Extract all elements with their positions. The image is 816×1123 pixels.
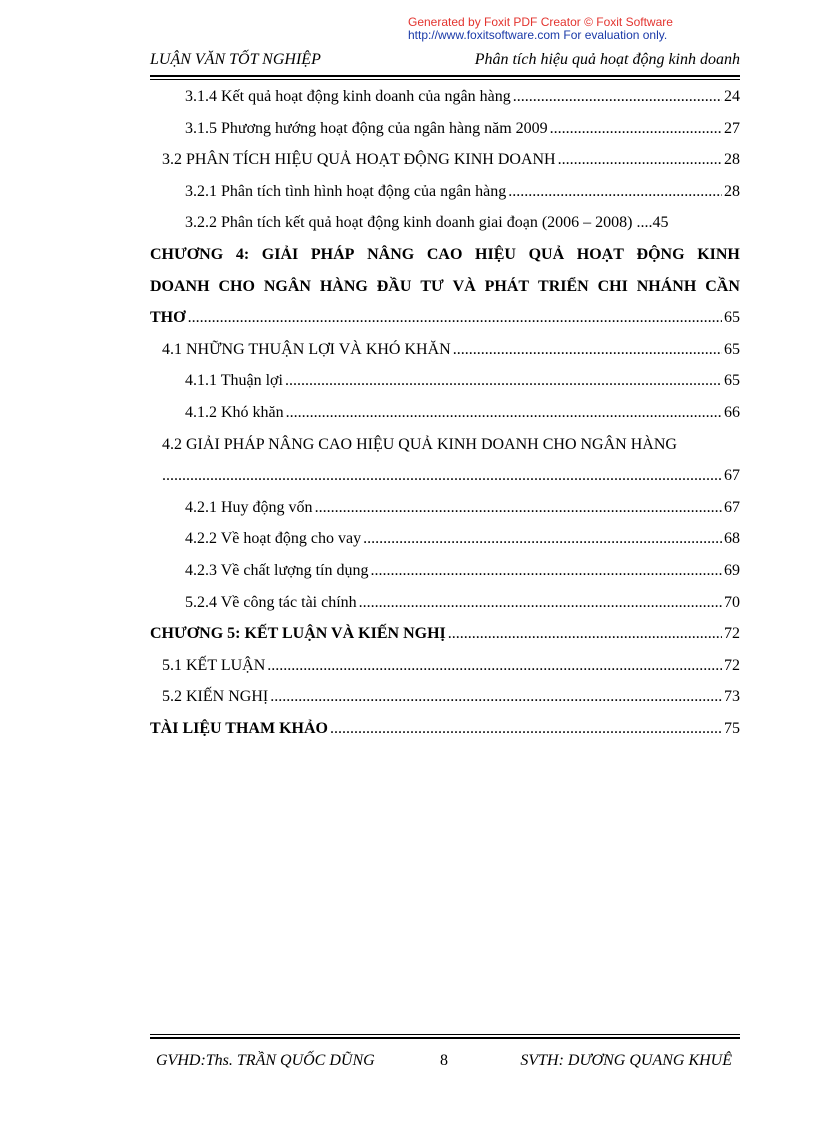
word: ĐỘNG — [636, 245, 685, 263]
toc-page: 28 — [724, 151, 740, 169]
chapter-4-line-2 — [150, 278, 740, 310]
word: KINH — [697, 245, 740, 263]
word: GIẢI — [261, 245, 299, 263]
word: CHƯƠNG — [150, 245, 224, 263]
toc-page: 68 — [724, 530, 740, 548]
toc-entry-3-1-5[interactable] — [150, 120, 740, 152]
watermark-line-2: http://www.foxitsoftware.com For evaluation only. — [408, 28, 668, 42]
toc-entry-chapter-5[interactable] — [150, 625, 740, 657]
toc-entry-3-1-4[interactable] — [150, 88, 740, 120]
toc-page: 69 — [724, 561, 740, 579]
toc-leader — [315, 499, 722, 517]
toc-label: THƠ — [150, 309, 186, 327]
toc-label: 4.2 GIẢI PHÁP NÂNG CAO HIỆU QUẢ KINH DOANH CHO NGÂN HÀNG — [162, 435, 677, 453]
word: DOANH — [150, 277, 210, 295]
word: HÀNG — [319, 277, 368, 295]
toc-entry-4-2-2[interactable] — [150, 530, 740, 562]
toc-leader — [508, 183, 722, 201]
toc-label: 5.2 KIẾN NGHỊ — [162, 688, 269, 706]
toc-leader — [188, 309, 722, 327]
word: CẦN — [705, 277, 740, 295]
toc-leader — [558, 151, 722, 169]
toc-entry-3-2[interactable] — [150, 151, 740, 183]
toc-label: 4.1.2 Khó khăn — [185, 403, 284, 421]
footer-advisor: GVHD:Ths. TRẦN QUỐC DŨNG — [156, 1052, 375, 1069]
page-number: 8 — [440, 1052, 448, 1069]
toc-page: 70 — [724, 593, 740, 611]
toc-label: 5.2.4 Về công tác tài chính — [185, 593, 357, 611]
toc-label: 5.1 KẾT LUẬN — [162, 656, 266, 674]
toc-entry-chapter-4[interactable] — [150, 246, 740, 341]
toc-leader — [270, 688, 722, 706]
word: QUẢ — [528, 245, 565, 263]
word: NGÂN — [263, 277, 311, 295]
word: NHÁNH — [636, 277, 697, 295]
footer-rule — [150, 1034, 740, 1039]
toc-leader — [162, 467, 722, 485]
table-of-contents — [150, 88, 740, 751]
toc-leader — [550, 120, 722, 138]
toc-label: 4.2.2 Về hoạt động cho vay — [185, 530, 362, 548]
toc-leader — [330, 720, 722, 738]
chapter-4-line-1 — [150, 246, 740, 278]
toc-leader — [286, 404, 722, 422]
toc-page: 66 — [724, 403, 740, 421]
foxit-watermark — [408, 16, 708, 42]
toc-label: TÀI LIỆU THAM KHẢO — [150, 719, 328, 737]
toc-entry-3-2-2[interactable] — [150, 214, 740, 246]
word: HIỆU — [475, 245, 516, 263]
toc-label: 4.1 NHỮNG THUẬN LỢI VÀ KHÓ KHĂN — [162, 340, 451, 358]
word: CHI — [597, 277, 628, 295]
toc-label: 3.1.5 Phương hướng hoạt động của ngân hàng năm 2009 — [185, 119, 548, 137]
toc-label: CHƯƠNG 5: KẾT LUẬN VÀ KIẾN NGHỊ — [150, 625, 446, 643]
toc-entry-4-1-1[interactable] — [150, 372, 740, 404]
toc-leader — [285, 372, 722, 390]
word: CHO — [218, 277, 255, 295]
toc-entry-5-2-4[interactable] — [150, 594, 740, 626]
header-rule — [150, 75, 740, 80]
word: NÂNG — [367, 245, 415, 263]
toc-leader — [359, 594, 722, 612]
toc-leader — [513, 88, 722, 106]
toc-label: 3.1.4 Kết quả hoạt động kinh doanh của ngân hàng — [185, 88, 511, 105]
toc-page: 67 — [724, 467, 740, 485]
toc-label: 3.2.1 Phân tích tình hình hoạt động của ngân hàng — [185, 182, 507, 200]
toc-page: 75 — [724, 719, 740, 737]
toc-entry-4-2-1[interactable] — [150, 499, 740, 531]
toc-page: 67 — [724, 498, 740, 516]
toc-page: 65 — [724, 372, 740, 390]
toc-page: 24 — [724, 88, 740, 105]
toc-entry-4-2-continued — [150, 467, 740, 499]
toc-leader — [448, 625, 722, 643]
word: PHÁP — [310, 245, 355, 263]
word: HOẠT — [576, 245, 624, 263]
toc-label: 4.2.1 Huy động vốn — [185, 498, 313, 516]
header-thesis-title: LUẬN VĂN TỐT NGHIỆP — [150, 51, 321, 68]
page-footer — [150, 1052, 740, 1074]
toc-page: 45 — [652, 214, 669, 232]
toc-leader — [370, 562, 722, 580]
toc-entry-references[interactable] — [150, 720, 740, 752]
toc-page: 28 — [724, 182, 740, 200]
toc-label: 4.1.1 Thuận lợi — [185, 372, 283, 390]
toc-page: 27 — [724, 119, 740, 137]
word: CAO — [426, 245, 463, 263]
word: TƯ — [420, 277, 444, 295]
toc-entry-4-2-3[interactable] — [150, 562, 740, 594]
toc-label: 3.2 PHÂN TÍCH HIỆU QUẢ HOẠT ĐỘNG KINH DOANH — [162, 151, 556, 169]
toc-page: 65 — [724, 340, 740, 358]
word: PHÁT — [484, 277, 530, 295]
word: TRIỂN — [538, 277, 589, 295]
footer-student: SVTH: DƯƠNG QUANG KHUÊ — [520, 1052, 732, 1069]
toc-page: 65 — [724, 309, 740, 327]
watermark-line-1: Generated by Foxit PDF Creator © Foxit Software — [408, 15, 673, 29]
toc-entry-5-1[interactable] — [150, 657, 740, 689]
toc-label: 4.2.3 Về chất lượng tín dụng — [185, 561, 369, 579]
toc-page: 72 — [724, 625, 740, 643]
toc-leader — [267, 657, 722, 675]
word: ĐẦU — [376, 277, 412, 295]
header-topic: Phân tích hiệu quả hoạt động kinh doanh — [474, 51, 740, 68]
toc-leader — [453, 341, 722, 359]
toc-label: 3.2.2 Phân tích kết quả hoạt động kinh doanh giai đoạn (2006 – 2008) .... — [185, 214, 653, 232]
toc-page: 72 — [724, 656, 740, 674]
page-header — [150, 51, 740, 73]
toc-entry-4-1-2[interactable] — [150, 404, 740, 436]
toc-leader — [363, 530, 722, 548]
toc-entry-3-2-1[interactable] — [150, 183, 740, 215]
toc-entry-4-2[interactable] — [150, 436, 740, 499]
toc-page: 73 — [724, 688, 740, 706]
chapter-4-line-3 — [150, 309, 740, 341]
word: 4: — [235, 245, 250, 263]
toc-entry-5-2[interactable] — [150, 688, 740, 720]
toc-entry-4-1[interactable] — [150, 341, 740, 373]
word: VÀ — [452, 277, 476, 295]
